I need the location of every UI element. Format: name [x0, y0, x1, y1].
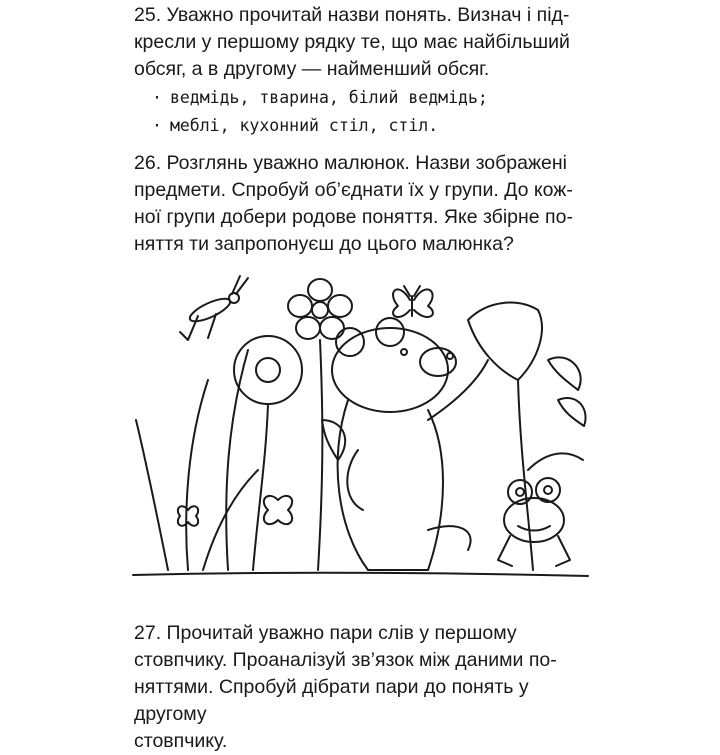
- bear-icon: [332, 318, 488, 570]
- task-26-line-3: ної групи добери родове поняття. Яке збірне по-: [134, 206, 573, 228]
- task-26-line-2: предмети. Спробуй об’єднати їх у групи. До кож-: [134, 179, 573, 201]
- dandelion-icon: [234, 336, 302, 570]
- bellflower-icon: [548, 357, 586, 426]
- grass-blade: [136, 420, 168, 570]
- butterfly-icon: [393, 286, 433, 317]
- small-flowers-icon: [178, 496, 292, 526]
- coloring-illustration: [128, 270, 596, 586]
- grass-blade: [203, 470, 258, 570]
- task-27-line-2: стовпчику. Проаналізуй зв’язок між даними по-: [134, 649, 557, 671]
- task-27-line-3: няттями. Спробуй дібрати пари до понять у другому: [134, 676, 529, 725]
- frog-icon: [498, 478, 570, 566]
- grass-blade: [186, 380, 208, 570]
- task-27-line-1: 27. Прочитай уважно пари слів у першому: [134, 622, 517, 644]
- task-26-line-1: 26. Розглянь уважно малюнок. Назви зображені: [134, 152, 567, 174]
- task-25: [134, 2, 594, 83]
- task-27: [134, 620, 594, 755]
- task-26-line-4: няття ти запропонуєш до цього малюнка?: [134, 233, 514, 255]
- task-26: [134, 150, 594, 258]
- ground-line: [133, 573, 588, 576]
- task-25-line-2: кресли у першому рядку те, що має найбільший: [134, 31, 570, 53]
- bear-in-meadow-drawing: [128, 270, 596, 586]
- task-25-line-3: обсяг, а в другому — найменший обсяг.: [134, 58, 490, 80]
- task-25-items: [152, 84, 488, 140]
- task-27-line-4: стовпчику.: [134, 730, 228, 752]
- grasshopper-icon: [180, 276, 248, 340]
- task-25-item-1: · ведмідь, тварина, білий ведмідь;: [152, 84, 488, 112]
- task-25-item-2: · меблі, кухонний стіл, стіл.: [152, 112, 488, 140]
- task-25-line-1: 25. Уважно прочитай назви понять. Визнач і під-: [134, 4, 570, 26]
